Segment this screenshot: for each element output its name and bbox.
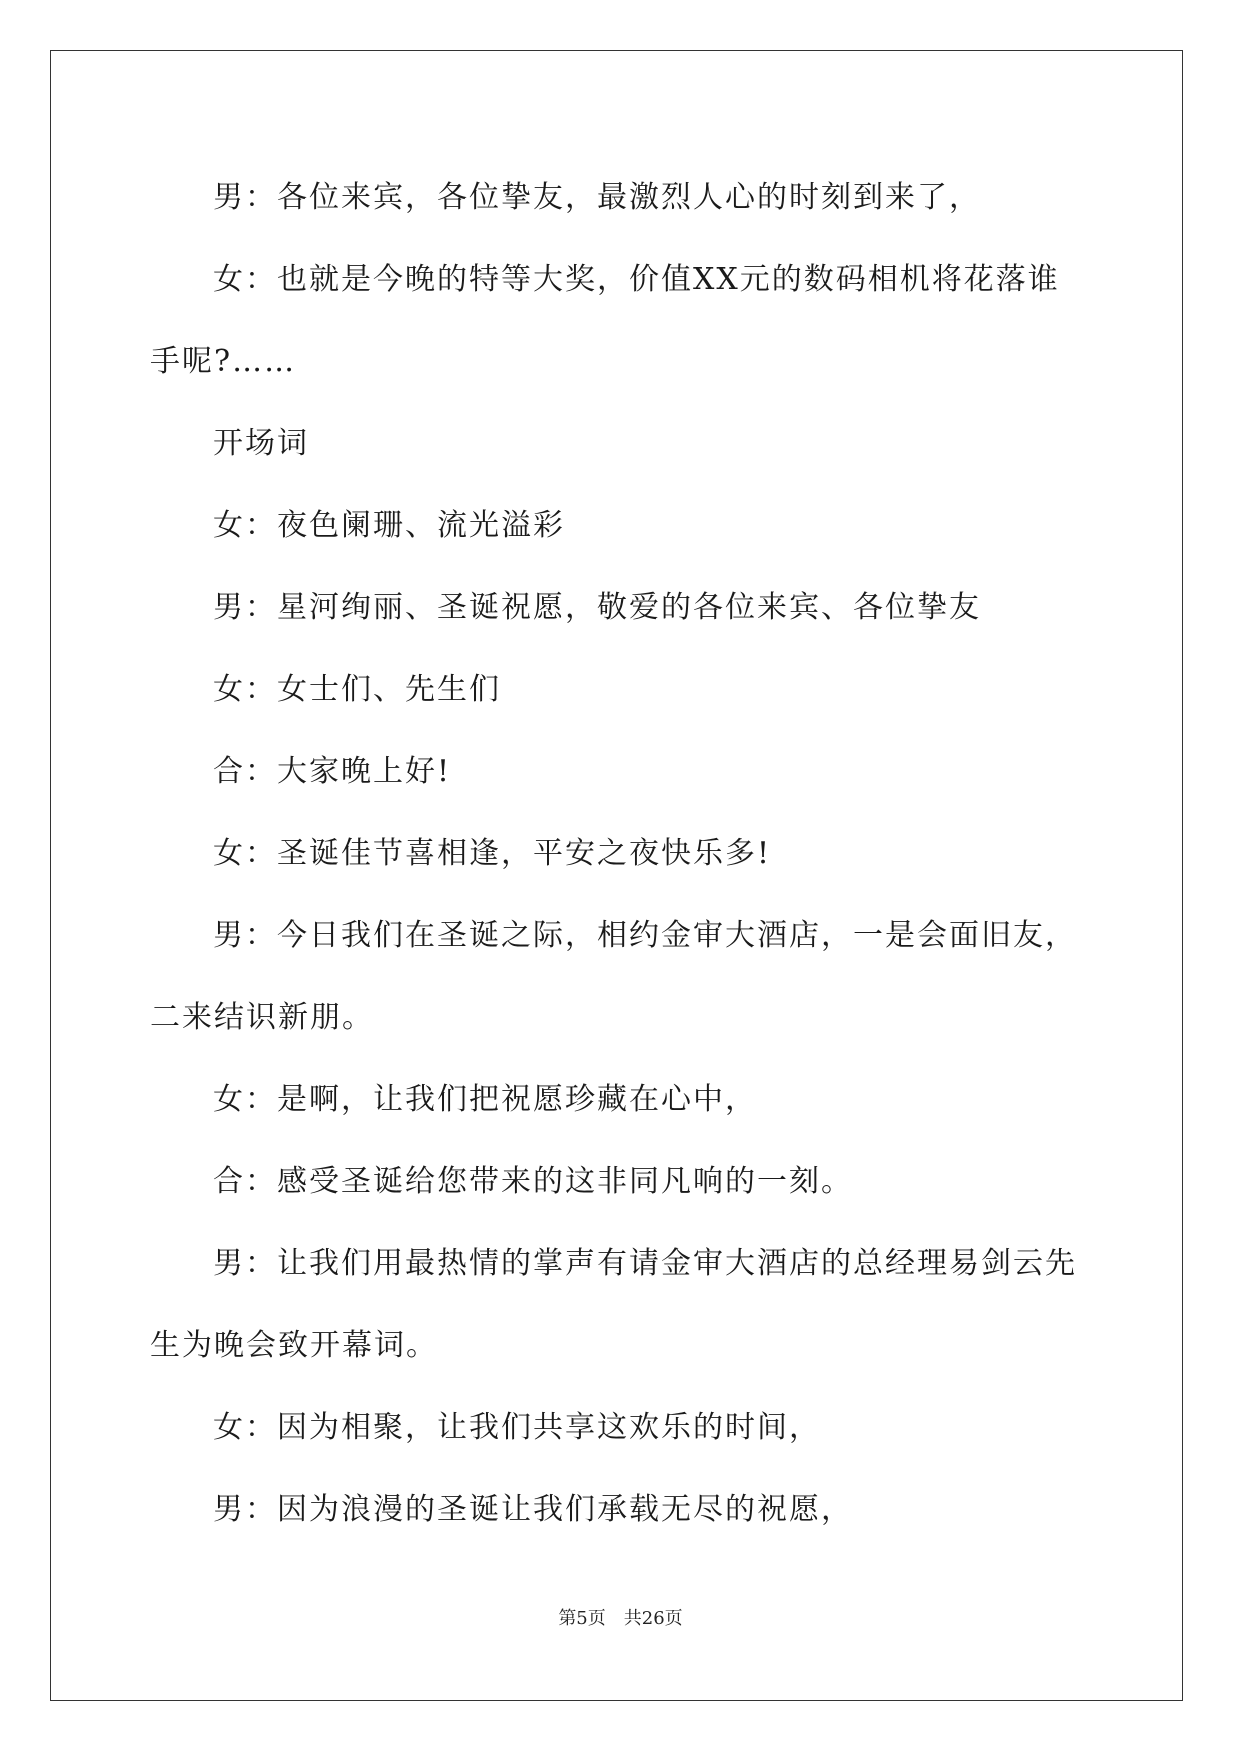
paragraph: 女：夜色阑珊、流光溢彩 [213,508,565,543]
paragraph: 开场词 [213,426,309,461]
paragraph: 男：星河绚丽、圣诞祝愿，敬爱的各位来宾、各位挚友 [213,590,981,625]
paragraph: 男：今日我们在圣诞之际，相约金审大酒店，一是会面旧友，二来结识新朋。 [150,918,1077,1035]
paragraph: 女：也就是今晚的特等大奖，价值XX元的数码相机将花落谁手呢?…… [150,262,1060,379]
page-total: 共26页 [623,1608,683,1629]
page-number: 第5页 [558,1608,606,1629]
document-body [150,157,1090,1551]
page-footer [0,1604,1241,1630]
paragraph: 男：各位来宾，各位挚友，最激烈人心的时刻到来了， [213,180,981,215]
paragraph: 女：因为相聚，让我们共享这欢乐的时间， [213,1410,821,1445]
paragraph: 女：圣诞佳节喜相逢，平安之夜快乐多! [213,836,772,871]
paragraph: 男：让我们用最热情的掌声有请金审大酒店的总经理易剑云先生为晚会致开幕词。 [150,1246,1077,1363]
paragraph: 合：大家晚上好! [213,754,452,789]
paragraph: 男：因为浪漫的圣诞让我们承载无尽的祝愿， [213,1492,853,1527]
paragraph: 合：感受圣诞给您带来的这非同凡响的一刻。 [213,1164,853,1199]
paragraph: 女：是啊，让我们把祝愿珍藏在心中， [213,1082,757,1117]
paragraph: 女：女士们、先生们 [213,672,501,707]
